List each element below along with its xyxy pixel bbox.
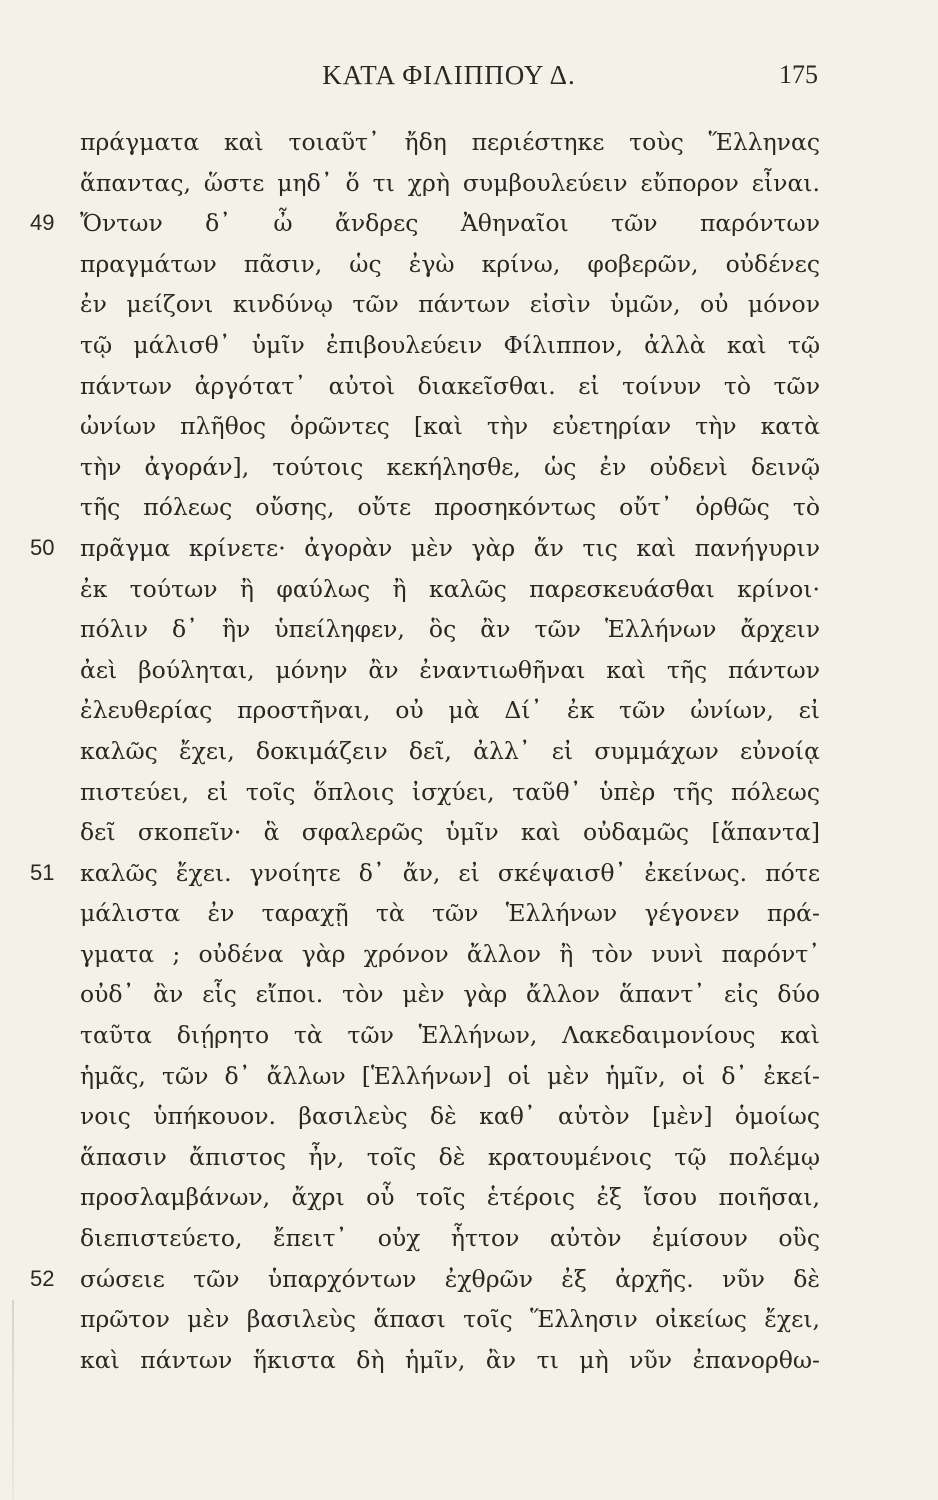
text-line xyxy=(80,1340,820,1381)
line-text: ἅπαντας, ὥστε μηδ᾽ ὅ τι χρὴ συμβουλεύειν εὔπορον εἶναι. xyxy=(80,168,820,197)
text-line xyxy=(30,853,820,894)
page-header xyxy=(80,60,818,100)
text-line xyxy=(80,122,820,163)
greek-text-body xyxy=(30,122,820,1380)
section-number: 49 xyxy=(30,210,55,236)
section-number: 52 xyxy=(30,1265,55,1291)
text-line xyxy=(80,1096,820,1137)
line-text: οὐδ᾽ ἂν εἷς εἴποι. τὸν μὲν γὰρ ἄλλον ἅπαντ᾽ εἰς δύο xyxy=(80,980,820,1009)
text-line xyxy=(80,447,820,488)
section-number: 50 xyxy=(30,534,55,560)
text-line xyxy=(80,487,820,528)
text-line xyxy=(80,772,820,813)
text-line xyxy=(30,203,820,244)
line-text: ὠνίων πλῆθος ὁρῶντες [καὶ τὴν εὐετηρίαν τὴν κατὰ xyxy=(80,412,820,441)
text-line xyxy=(80,934,820,975)
text-line xyxy=(80,1299,820,1340)
line-text: προσλαμβάνων, ἄχρι οὗ τοῖς ἑτέροις ἐξ ἴσου ποιῆσαι, xyxy=(80,1183,820,1212)
line-text: καὶ πάντων ἥκιστα δὴ ἡμῖν, ἂν τι μὴ νῦν ἐπανορθω- xyxy=(80,1345,820,1374)
line-text: πόλιν δ᾽ ἣν ὑπείληφεν, ὃς ἂν τῶν Ἑλλήνων ἄρχειν xyxy=(80,615,820,644)
line-text: γματα ; οὐδένα γὰρ χρόνον ἄλλον ἢ τὸν νυνὶ παρόντ᾽ xyxy=(80,939,820,968)
line-text: πράγματα καὶ τοιαῦτ᾽ ἤδη περιέστηκε τοὺς Ἕλληνας xyxy=(80,128,820,156)
text-line xyxy=(80,650,820,691)
running-title: ΚΑΤΑ ΦΙΛΙΠΠΟΥ Δ. xyxy=(322,60,576,90)
text-line xyxy=(80,731,820,772)
line-text: ἡμᾶς, τῶν δ᾽ ἄλλων [Ἑλλήνων] οἱ μὲν ἡμῖν, οἱ δ᾽ ἐκεί- xyxy=(80,1061,820,1090)
page-number: 175 xyxy=(779,60,818,89)
text-line xyxy=(80,1137,820,1178)
line-text: Ὄντων δ᾽ ὦ ἄνδρες Ἀθηναῖοι τῶν παρόντων xyxy=(80,209,820,238)
line-text: σώσειε τῶν ὑπαρχόντων ἐχθρῶν ἐξ ἀρχῆς. νῦν δὲ xyxy=(80,1264,820,1293)
margin-shadow xyxy=(12,1300,14,1500)
line-text: καλῶς ἔχει, δοκιμάζειν δεῖ, ἀλλ᾽ εἰ συμμάχων εὐνοίᾳ xyxy=(80,736,820,765)
line-text: πάντων ἀργότατ᾽ αὐτοὶ διακεῖσθαι. εἰ τοίνυν τὸ τῶν xyxy=(80,371,820,400)
line-text: ταῦτα διῄρητο τὰ τῶν Ἑλλήνων, Λακεδαιμονίους καὶ xyxy=(80,1021,820,1050)
text-line xyxy=(30,528,820,569)
line-text: καλῶς ἔχει. γνοίητε δ᾽ ἄν, εἰ σκέψαισθ᾽ ἐκείνως. πότε xyxy=(80,858,820,887)
text-line xyxy=(80,163,820,204)
text-line xyxy=(80,974,820,1015)
text-line xyxy=(80,1015,820,1056)
text-line xyxy=(80,1218,820,1259)
text-line xyxy=(80,609,820,650)
text-line xyxy=(80,569,820,610)
line-text: ἐλευθερίας προστῆναι, οὐ μὰ Δί᾽ ἐκ τῶν ὠνίων, εἰ xyxy=(80,696,820,725)
line-text: ἀεὶ βούληται, μόνην ἂν ἐναντιωθῆναι καὶ τῆς πάντων xyxy=(80,655,820,684)
text-line xyxy=(80,690,820,731)
line-text: μάλιστα ἐν ταραχῇ τὰ τῶν Ἑλλήνων γέγονεν πρά- xyxy=(80,899,820,928)
text-line xyxy=(80,1177,820,1218)
text-line xyxy=(80,366,820,407)
text-line xyxy=(80,284,820,325)
text-line xyxy=(80,893,820,934)
line-text: τῆς πόλεως οὔσης, οὔτε προσηκόντως οὔτ᾽ ὀρθῶς τὸ xyxy=(80,493,820,522)
line-text: ἐν μείζονι κινδύνῳ τῶν πάντων εἰσὶν ὑμῶν, οὐ μόνον xyxy=(80,290,820,319)
line-text: τὴν ἀγοράν], τούτοις κεκήλησθε, ὡς ἐν οὐδενὶ δεινῷ xyxy=(80,452,820,481)
section-number: 51 xyxy=(30,859,55,885)
text-line xyxy=(80,406,820,447)
text-line xyxy=(80,1056,820,1097)
line-text: πιστεύει, εἰ τοῖς ὅπλοις ἰσχύει, ταῦθ᾽ ὑπὲρ τῆς πόλεως xyxy=(80,777,820,806)
line-text: πραγμάτων πᾶσιν, ὡς ἐγὼ κρίνω, φοβερῶν, οὐδένες xyxy=(80,249,820,278)
line-text: νοις ὑπήκουον. βασιλεὺς δὲ καθ᾽ αὑτὸν [μὲν] ὁμοίως xyxy=(80,1102,820,1131)
line-text: τῷ μάλισθ᾽ ὑμῖν ἐπιβουλεύειν Φίλιππον, ἀλλὰ καὶ τῷ xyxy=(80,330,820,359)
line-text: ἐκ τούτων ἢ φαύλως ἢ καλῶς παρεσκευάσθαι κρίνοι· xyxy=(80,574,820,603)
line-text: διεπιστεύετο, ἔπειτ᾽ οὐχ ἧττον αὐτὸν ἐμίσουν οὓς xyxy=(80,1224,820,1253)
text-line xyxy=(80,325,820,366)
text-line xyxy=(80,244,820,285)
line-text: ἅπασιν ἄπιστος ἦν, τοῖς δὲ κρατουμένοις τῷ πολέμῳ xyxy=(80,1142,820,1171)
line-text: πρᾶγμα κρίνετε· ἀγορὰν μὲν γὰρ ἄν τις καὶ πανήγυριν xyxy=(80,533,820,562)
text-line xyxy=(80,812,820,853)
text-line xyxy=(30,1259,820,1300)
line-text: πρῶτον μὲν βασιλεὺς ἅπασι τοῖς Ἕλλησιν οἰκείως ἔχει, xyxy=(80,1305,820,1334)
line-text: δεῖ σκοπεῖν· ἃ σφαλερῶς ὑμῖν καὶ οὐδαμῶς [ἅπαντα] xyxy=(80,818,820,847)
